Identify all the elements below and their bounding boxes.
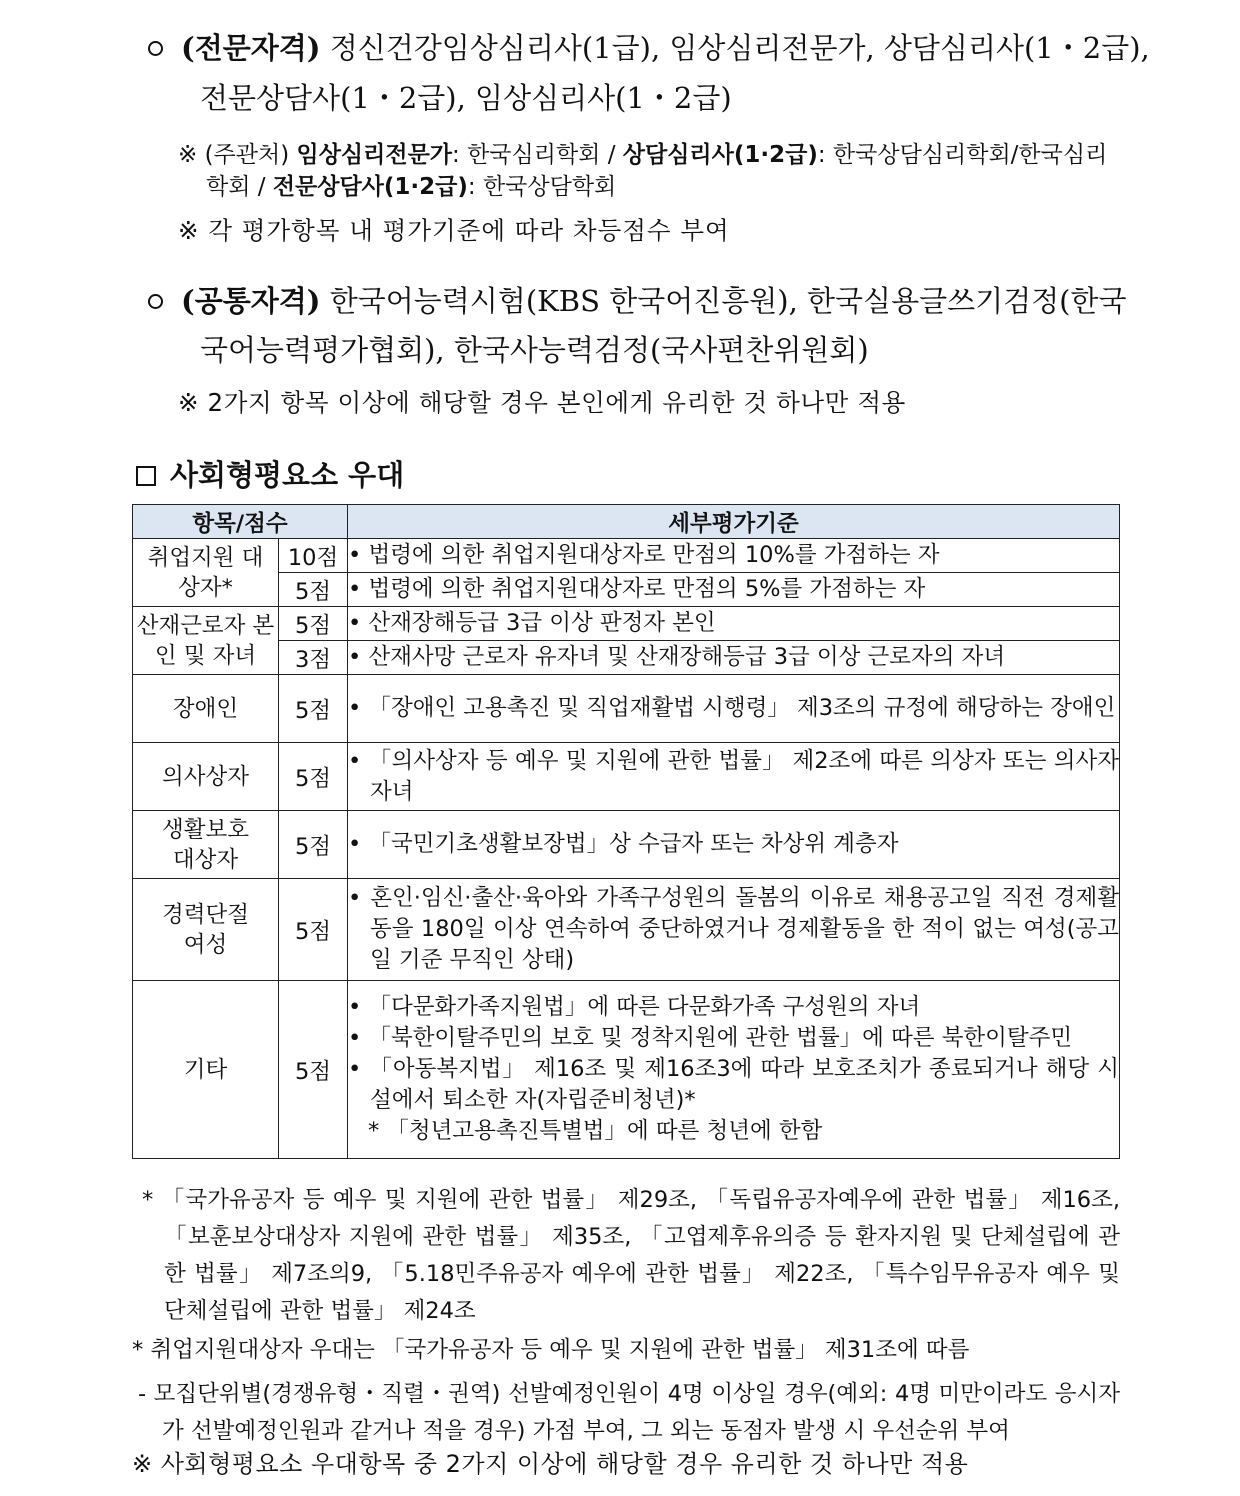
table-row <box>133 675 1120 743</box>
table-row <box>133 607 1120 641</box>
section-title: 사회형평요소 우대 <box>136 453 404 494</box>
criteria-cell: • 산재장해등급 3급 이상 판정자 본인 <box>348 607 1120 641</box>
common-qual-line2: 국어능력평가협회), 한국사능력검정(국사편찬위원회) <box>200 333 869 367</box>
points-cell: 3점 <box>279 641 348 675</box>
points-cell: 5점 <box>279 981 348 1159</box>
note-organizers-line1: ※ (주관처) 임상심리전문가: 한국심리학회 / 상담심리사(1·2급): 한국상담심리학회/한국심리 <box>178 142 1108 168</box>
footnote-employment-support: * 취업지원대상자 우대는 「국가유공자 등 예우 및 지원에 관한 법률」 제31조에 따름 <box>132 1337 970 1363</box>
category-cell: 기타 <box>133 981 279 1159</box>
prof-qual-line2: 전문상담사(1・2급), 임상심리사(1・2급) <box>200 81 732 115</box>
points-cell: 10점 <box>279 539 348 573</box>
points-cell: 5점 <box>279 675 348 743</box>
criteria-cell: • 「다문화가족지원법」에 따른 다문화가족 구성원의 자녀 • 「북한이탈주민의 보호 및 정착지원에 관한 법률」에 따른 북한이탈주민 • 「아동복지법」 제16조 및 제16조3에 따라 보호조치가 종료되거나 해당 시설에서 퇴소한 자(자립준비청년)* * 「청년고용촉진특별법」에 따른 청년에 한함 <box>348 981 1120 1159</box>
footnote-recruitment-unit: - 모집단위별(경쟁유형・직렬・권역) 선발예정인원이 4명 이상일 경우(예외: 4명 미만이라도 응시자가 선발예정인원과 같거나 적을 경우) 가점 부여, 그 외는 동점자 발생 시 우선순위 부여 <box>138 1381 1120 1444</box>
prof-qual-label: (전문자격) <box>181 31 321 65</box>
table-row <box>133 981 1120 1159</box>
points-cell: 5점 <box>279 573 348 607</box>
circle-bullet-icon <box>148 41 163 56</box>
checkbox-square-icon <box>136 466 156 486</box>
criteria-cell: • 법령에 의한 취업지원대상자로 만점의 5%를 가점하는 자 <box>348 573 1120 607</box>
note-organizers-line2: 학회 / 전문상담사(1·2급): 한국상담학회 <box>206 174 617 200</box>
category-cell: 생활보호 대상자 <box>133 811 279 879</box>
table-row <box>133 879 1120 981</box>
footnote-one-only: ※ 사회형평요소 우대항목 중 2가지 이상에 해당할 경우 유리한 것 하나만 적용 <box>132 1450 969 1478</box>
criteria-cell: • 「국민기초생활보장법」상 수급자 또는 차상위 계층자 <box>348 811 1120 879</box>
criteria-cell: • 법령에 의한 취업지원대상자로 만점의 10%를 가점하는 자 <box>348 539 1120 573</box>
note-differential-score: ※ 각 평가항목 내 평가기준에 따라 차등점수 부여 <box>178 216 730 245</box>
table-row <box>133 539 1120 573</box>
note-one-only: ※ 2가지 항목 이상에 해당할 경우 본인에게 유리한 것 하나만 적용 <box>178 388 906 417</box>
category-cell: 산재근로자 본인 및 자녀 <box>133 607 279 675</box>
table-row <box>133 743 1120 811</box>
category-cell: 경력단절 여성 <box>133 879 279 981</box>
points-cell: 5점 <box>279 607 348 641</box>
table-row <box>133 811 1120 879</box>
circle-bullet-icon <box>148 294 163 309</box>
criteria-cell: • 산재사망 근로자 유자녀 및 산재장해등급 3급 이상 근로자의 자녀 <box>348 641 1120 675</box>
common-qual-text1: 한국어능력시험(KBS 한국어진흥원), 한국실용글쓰기검정(한국 <box>329 284 1127 318</box>
table-row <box>133 641 1120 675</box>
table-row <box>133 573 1120 607</box>
points-cell: 5점 <box>279 743 348 811</box>
category-cell: 장애인 <box>133 675 279 743</box>
preference-table <box>132 504 1120 1159</box>
criteria-cell: • 혼인·임신·출산·육아와 가족구성원의 돌봄의 이유로 채용공고일 직전 경제활동을 180일 이상 연속하여 중단하였거나 경제활동을 한 적이 없는 여성(공고일 기준 무직인 상태) <box>348 879 1120 981</box>
category-cell: 취업지원 대상자* <box>133 539 279 607</box>
common-qual-line1 <box>148 279 1127 320</box>
footnote-laws: * 「국가유공자 등 예우 및 지원에 관한 법률」 제29조, 「독립유공자예우에 관한 법률」 제16조, 「보훈보상대상자 지원에 관한 법률」 제35조, 「고엽제후유의증 등 환자지원 및 단체설립에 관한 법률」 제7조의9, 「5.18민주유공자 예우에 관한 법률」 제22조, 「특수임무유공자 예우 및 단체설립에 관한 법률」 제24조 <box>142 1187 1120 1324</box>
header-criteria: 세부평가기준 <box>348 505 1120 539</box>
header-item-score: 항목/점수 <box>133 505 348 539</box>
criteria-cell: • 「장애인 고용촉진 및 직업재활법 시행령」 제3조의 규정에 해당하는 장애인 <box>348 675 1120 743</box>
criteria-cell: • 「의사상자 등 예우 및 지원에 관한 법률」 제2조에 따른 의상자 또는 의사자 자녀 <box>348 743 1120 811</box>
table-header-row <box>133 505 1120 539</box>
prof-qual-text1: 정신건강임상심리사(1급), 임상심리전문가, 상담심리사(1・2급), <box>329 31 1150 65</box>
common-qual-label: (공통자격) <box>181 284 321 318</box>
category-cell: 의사상자 <box>133 743 279 811</box>
points-cell: 5점 <box>279 879 348 981</box>
points-cell: 5점 <box>279 811 348 879</box>
prof-qual-line1 <box>148 26 1150 67</box>
